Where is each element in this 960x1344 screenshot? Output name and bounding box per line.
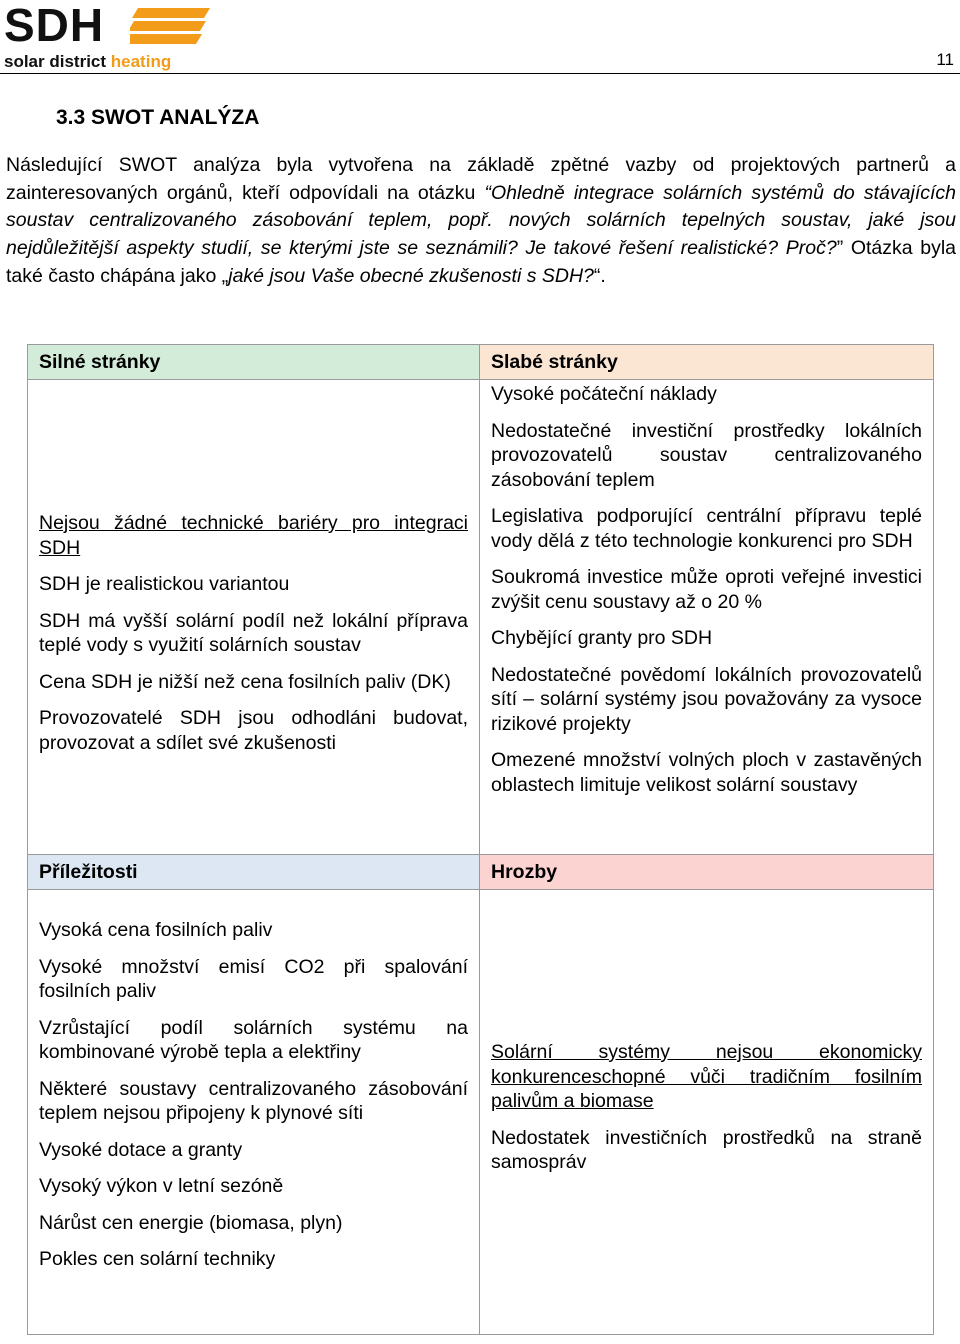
strength-item: SDH je realistickou variantou (39, 573, 290, 595)
logo-sub-heating: heating (110, 52, 172, 71)
opportunity-item: Pokles cen solární techniky (39, 1248, 276, 1270)
weakness-item: Omezené množství volných ploch v zastavěných oblastech limituje velikost solární soustavy (491, 749, 922, 796)
weakness-item: Chybějící granty pro SDH (491, 627, 713, 649)
weaknesses-header: Slabé stránky (480, 345, 934, 380)
intro-text-3: “. (593, 264, 606, 287)
threat-item: Nedostatek investičních prostředků na straně samospráv (491, 1126, 922, 1173)
logo-sub-solar: solar district (4, 52, 111, 71)
page-number: 11 (936, 50, 954, 69)
weakness-item: Nedostatečné povědomí lokálních provozovatelů sítí – solární systémy jsou považovány za vysoce rizikové projekty (491, 663, 922, 735)
header-divider (0, 73, 960, 74)
sdh-logo (2, 2, 212, 72)
intro-question: “Ohledně integrace solárních systémů do stávajících soustav centralizovaného zásobování teplem, popř. nových solárních tepelných soustav, jaké jsou nejdůležitější aspekty studií, se kterými jste se seznámili? Je takové řešení realistické? Proč? (6, 181, 956, 260)
opportunities-cell (28, 890, 480, 1335)
opportunity-item: Vzrůstající podíl solárních systému na kombinované výrobě tepla a elektřiny (39, 1016, 468, 1063)
strength-item: SDH má vyšší solární podíl než lokální příprava teplé vody s využití solárních soustav (39, 609, 468, 656)
weakness-item: Legislativa podporující centrální přípravu teplé vody dělá z této technologie konkurenci pro SDH (491, 505, 922, 552)
opportunity-item: Vysoké množství emisí CO2 při spalování fosilních paliv (39, 955, 468, 1002)
weakness-item: Nedostatečné investiční prostředky lokálních provozovatelů soustav centralizovaného zásobování teplem (491, 419, 922, 491)
weakness-item: Soukromá investice může oproti veřejné investici zvýšit cenu soustavy až o 20 % (491, 566, 922, 613)
strengths-header: Silné stránky (28, 345, 480, 380)
intro-paragraph (6, 152, 956, 291)
opportunities-header: Příležitosti (28, 855, 480, 890)
strength-item: Cena SDH je nižší než cena fosilních paliv (DK) (39, 670, 451, 693)
intro-text-1: Následující SWOT analýza byla vytvořena na základě zpětné vazby od projektových partnerů a zainteresovaných orgánů, kteří odpovídali na otázku (6, 154, 956, 204)
opportunity-item: Vysoká cena fosilních paliv (39, 919, 273, 941)
section-title: 3.3 SWOT ANALÝZA (56, 106, 260, 129)
logo-subtitle (4, 52, 171, 72)
strengths-cell (28, 380, 480, 855)
strength-item: Provozovatelé SDH jsou odhodláni budovat, provozovat a sdílet své zkušenosti (39, 707, 468, 754)
strength-item: Nejsou žádné technické bariéry pro integraci SDH (39, 512, 468, 559)
logo-text: SDH (4, 0, 105, 51)
threats-cell (480, 890, 934, 1335)
intro-question-2: jaké jsou Vaše obecné zkušenosti s SDH? (228, 264, 594, 287)
threat-item: Solární systémy nejsou ekonomicky konkurenceschopné vůči tradičním fosilním palivům a biomase (491, 1041, 922, 1112)
threats-header: Hrozby (480, 855, 934, 890)
logo-stripes-icon (130, 8, 210, 44)
opportunity-item: Nárůst cen energie (biomasa, plyn) (39, 1211, 343, 1234)
opportunity-item: Vysoké dotace a granty (39, 1138, 243, 1161)
intro-text-2: ” Otázka byla také často chápána jako „ (6, 237, 956, 287)
opportunity-item: Některé soustavy centralizovaného zásobování teplem nejsou připojeny k plynové síti (39, 1077, 468, 1124)
page-header (0, 0, 960, 76)
weakness-item: Vysoké počáteční náklady (491, 383, 717, 405)
swot-table (27, 344, 934, 1335)
weaknesses-cell (480, 380, 934, 855)
opportunity-item: Vysoký výkon v letní sezóně (39, 1175, 284, 1197)
